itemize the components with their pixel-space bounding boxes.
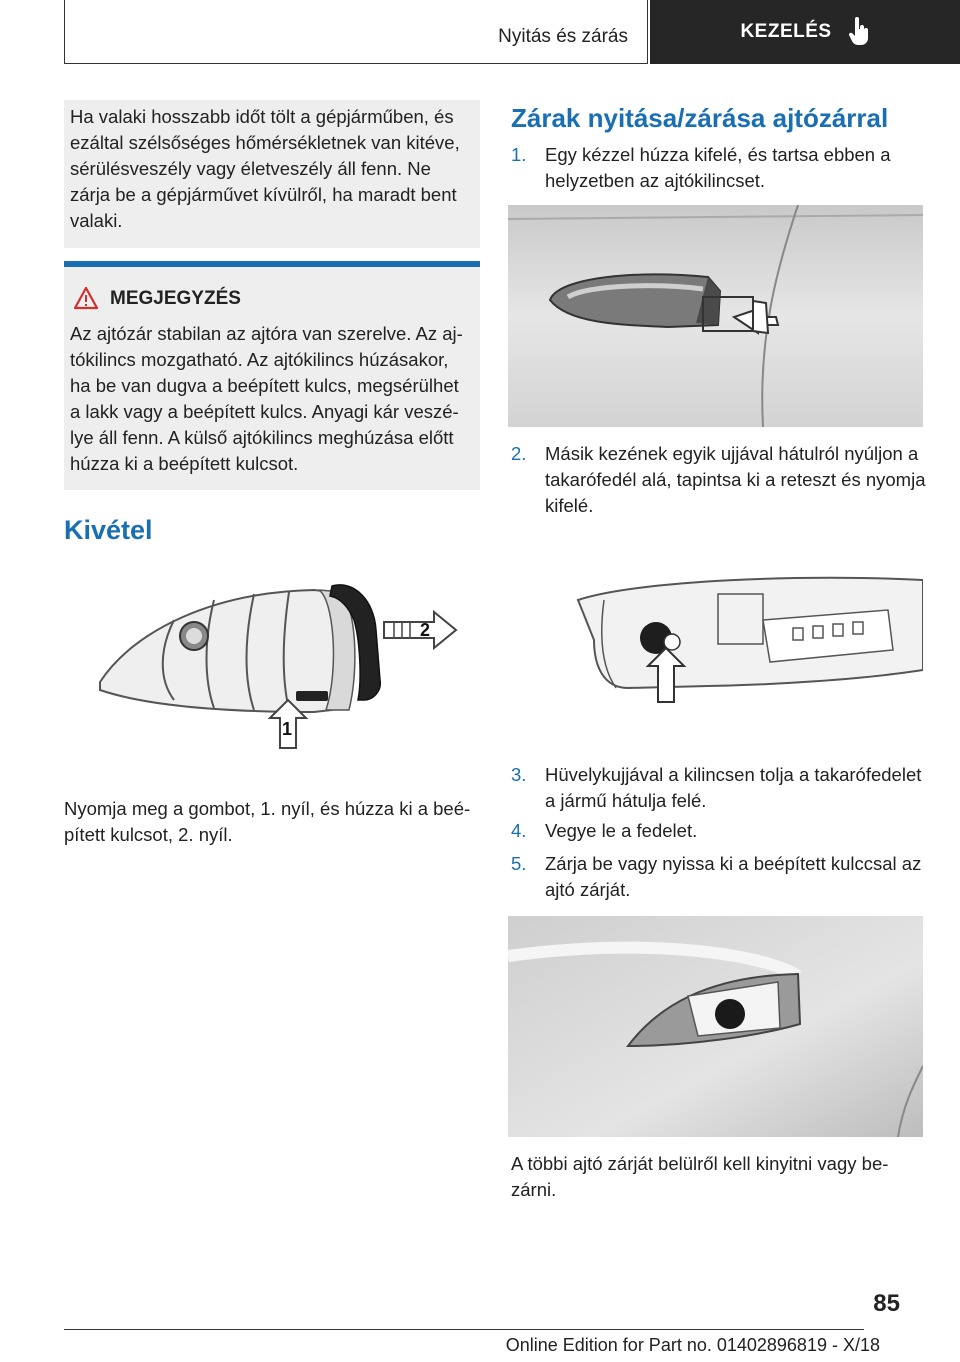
- notice-text: Az ajtózár stabilan az ajtóra van szerelve. Az aj-tókilincs mozgatható. Az ajtókilincs húzásakor, ha be van dugva a beépített kulcs, megsérülhet a lakk vagy a beépített kulcs. Anyagi kár veszé-lye áll fenn. A külső ajtókilincs meghúzása előtt húzza ki a beépített kulcsot.: [70, 323, 463, 474]
- door-handle-photo: [508, 205, 923, 427]
- step-1: [511, 142, 929, 196]
- step-3: [511, 762, 929, 816]
- key-arrow-label-1: 1: [282, 719, 293, 739]
- step-text: Egy kézzel húzza kifelé, és tartsa ebben a helyzetben az ajtókilincset.: [545, 144, 891, 191]
- header-chapter-tab[interactable]: [650, 0, 960, 64]
- footer-rule: [64, 1329, 864, 1330]
- header-section-title: Nyitás és zárás: [498, 26, 628, 47]
- header-chapter-label: KEZELÉS: [740, 21, 832, 42]
- step-number: 4.: [511, 820, 527, 841]
- step-number: 5.: [511, 853, 527, 874]
- key-caption: Nyomja meg a gombot, 1. nyíl, és húzza ki a beé-pített kulcsot, 2. nyíl.: [64, 798, 471, 845]
- danger-text: Ha valaki hosszabb időt tölt a gépjárműben, és ezáltal szélsőséges hőmérsékletnek van kitéve, sérülésveszély vagy életveszély áll fenn. Ne zárja be a gépjárművet kívülről, ha maradt bent valaki.: [70, 106, 460, 231]
- closing-text: A többi ajtó zárját belülről kell kinyitni vagy be-zárni.: [511, 1153, 889, 1200]
- step-4: [511, 818, 929, 846]
- notice-title: MEGJEGYZÉS: [110, 288, 241, 309]
- key-arrow-label-2: 2: [420, 620, 431, 640]
- step-text: Hüvelykujjával a kilincsen tolja a takarófedelet a jármű hátulja felé.: [545, 764, 922, 811]
- step-number: 2.: [511, 443, 527, 464]
- step-number: 3.: [511, 764, 527, 785]
- pointing-hand-icon: [848, 17, 870, 47]
- cover-cap-illustration: [508, 570, 923, 720]
- step-text: Zárja be vagy nyissa ki a beépített kulccsal az ajtó zárját.: [545, 853, 922, 900]
- footer-edition: Online Edition for Part no. 01402896819 - X/18: [505, 1335, 880, 1355]
- warning-triangle-icon: [73, 286, 99, 310]
- step-text: Vegye le a fedelet.: [545, 820, 698, 841]
- page-number: 85: [873, 1290, 900, 1317]
- section-title-kivetel: Kivétel: [64, 515, 153, 545]
- step-5: [511, 851, 929, 905]
- door-lock-photo: [508, 916, 923, 1137]
- step-number: 1.: [511, 144, 527, 165]
- key-removal-illustration: [64, 570, 480, 760]
- step-2: [511, 441, 929, 521]
- step-text: Másik kezének egyik ujjával hátulról nyúljon a takarófedél alá, tapintsa ki a reteszt és nyomja kifelé.: [545, 443, 926, 516]
- right-section-title: Zárak nyitása/zárása ajtózárral: [511, 103, 889, 133]
